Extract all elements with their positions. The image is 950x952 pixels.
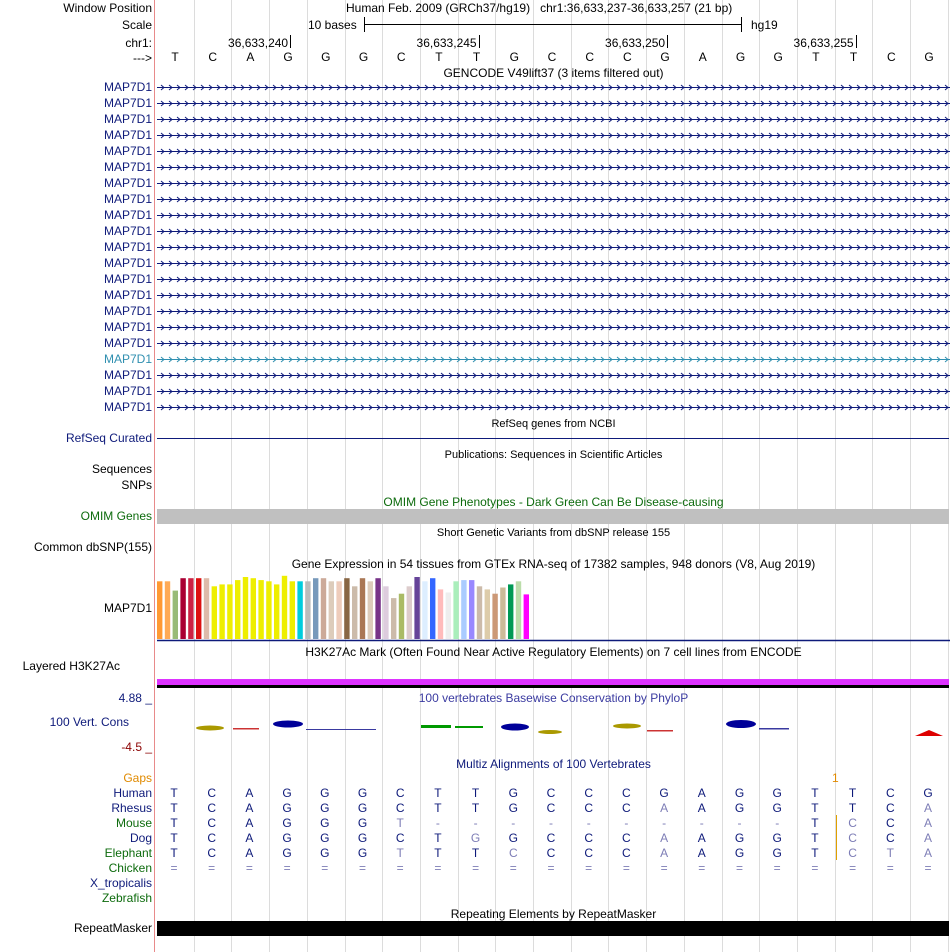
alignment-base: G — [282, 801, 292, 815]
species-label[interactable]: X_tropicalis — [89, 876, 152, 890]
alignment-base: C — [546, 846, 556, 860]
alignment-base: C — [848, 831, 857, 845]
alignment-base: C — [848, 816, 857, 830]
h3k27ac-baseline — [157, 685, 949, 688]
alignment-base: C — [546, 801, 556, 815]
alignment-base: = — [208, 861, 216, 875]
phylop-glyph — [613, 724, 641, 729]
gencode-transcript-label[interactable]: MAP7D1 — [103, 144, 152, 158]
chrom-tick-mark — [479, 35, 480, 48]
alignment-base: = — [472, 861, 480, 875]
alignment-base: G — [734, 846, 745, 860]
assembly-title — [346, 1, 732, 15]
alignment-base: A — [660, 801, 669, 815]
phylop-glyph — [306, 729, 376, 730]
gtex-tissue-bar — [297, 581, 302, 639]
window-position-label: Window Position — [63, 1, 152, 15]
alignment-base: G — [470, 831, 481, 845]
species-label[interactable]: Chicken — [108, 861, 152, 875]
gencode-transcript-label[interactable]: MAP7D1 — [103, 336, 152, 350]
sequence-base: G — [358, 50, 369, 64]
phylop-glyph — [726, 720, 756, 728]
gtex-tissue-bar — [383, 586, 388, 639]
alignment-base: T — [170, 786, 178, 800]
gencode-transcript-label[interactable]: MAP7D1 — [103, 208, 152, 222]
gtex-tissue-bar — [204, 578, 209, 639]
alignment-base: = — [547, 861, 555, 875]
gencode-transcript-label[interactable]: MAP7D1 — [103, 96, 152, 110]
gencode-transcript-label[interactable]: MAP7D1 — [103, 192, 152, 206]
alignment-base: C — [885, 786, 895, 800]
gencode-transcript-label[interactable]: MAP7D1 — [103, 304, 152, 318]
gencode-track[interactable] — [157, 80, 950, 416]
alignment-base: G — [320, 786, 330, 800]
sequence-base: G — [924, 50, 934, 64]
alignment-base: A — [697, 831, 706, 845]
alignment-base: G — [508, 831, 518, 845]
alignment-base: G — [659, 786, 669, 800]
gencode-transcript-label[interactable]: MAP7D1 — [103, 240, 152, 254]
species-label[interactable]: Zebrafish — [101, 891, 152, 905]
gtex-tissue-bar — [453, 581, 458, 639]
alignment-base: G — [357, 816, 368, 830]
assembly-name: Human Feb. 2009 (GRCh37/hg19) — [346, 1, 531, 15]
sequence-base: C — [208, 50, 218, 64]
alignment-base: T — [471, 846, 480, 860]
gencode-transcript-label[interactable]: MAP7D1 — [103, 272, 152, 286]
species-label[interactable]: Dog — [129, 831, 152, 845]
gtex-tissue-bar — [375, 578, 380, 639]
multiz-title: Multiz Alignments of 100 Vertebrates — [456, 757, 651, 771]
alignment-base: = — [283, 861, 291, 875]
gtex-tissue-bar — [290, 581, 295, 639]
alignment-base: - — [473, 816, 478, 830]
alignment-base: G — [508, 801, 518, 815]
repeatmasker-title: Repeating Elements by RepeatMasker — [450, 907, 657, 921]
phylop-title: 100 vertebrates Basewise Conservation by PhyloP — [418, 691, 689, 705]
alignment-base: G — [282, 831, 292, 845]
sequence-base: T — [472, 50, 481, 64]
gap-marker: 1 — [832, 771, 839, 785]
alignment-base: = — [773, 861, 781, 875]
repeatmasker-label[interactable]: RepeatMasker — [73, 921, 152, 935]
phylop-glyph — [501, 724, 529, 731]
alignment-base: C — [584, 846, 594, 860]
chrom-label: chr1: — [125, 36, 152, 50]
alignment-base: T — [170, 801, 178, 815]
alignment-base: T — [434, 831, 442, 845]
gtex-tissue-bar — [477, 586, 482, 639]
phylop-label[interactable]: 100 Vert. Cons — [49, 715, 129, 729]
phylop-glyph — [759, 728, 789, 730]
gtex-tissue-bar — [313, 578, 318, 639]
chrom-tick-label: 36,633,245 — [416, 36, 477, 50]
gtex-tissue-bar — [243, 577, 248, 639]
gtex-tissue-bar — [524, 594, 529, 639]
alignment-base: C — [207, 816, 217, 830]
sequence-base: G — [321, 50, 331, 64]
publications-title: Publications: Sequences in Scientific Articles — [444, 449, 663, 461]
alignment-base: A — [697, 786, 706, 800]
alignment-base: A — [660, 846, 669, 860]
gtex-tissue-bar — [266, 581, 271, 639]
alignment-base: - — [699, 816, 704, 830]
alignment-base: - — [511, 816, 516, 830]
alignment-base: A — [245, 801, 254, 815]
alignment-base: = — [321, 861, 329, 875]
dbsnp-title: Short Genetic Variants from dbSNP release 155 — [436, 527, 671, 539]
alignment-base: G — [320, 801, 330, 815]
phylop-glyph — [196, 726, 224, 731]
alignment-base: T — [886, 846, 894, 860]
h3k27ac-label[interactable]: Layered H3K27Ac — [22, 659, 120, 673]
alignment-base: - — [549, 816, 553, 830]
sequence-base: C — [585, 50, 595, 64]
gencode-transcript-label[interactable]: MAP7D1 — [103, 80, 152, 94]
alignment-base: = — [849, 861, 857, 875]
alignment-base: C — [622, 786, 631, 800]
sequence-base: G — [660, 50, 670, 64]
alignment-base: C — [885, 816, 895, 830]
alignment-base: - — [775, 816, 780, 830]
gtex-tissue-bar — [516, 581, 521, 639]
gtex-tissue-bar — [321, 578, 326, 639]
scale-label: Scale — [121, 18, 152, 32]
gtex-label[interactable]: MAP7D1 — [103, 601, 152, 615]
sequence-base: T — [812, 50, 820, 64]
alignment-base: = — [245, 861, 253, 875]
sequence-base: A — [698, 50, 707, 64]
alignment-base: T — [811, 846, 819, 860]
alignment-base: A — [923, 801, 932, 815]
sequence-base: G — [283, 50, 293, 64]
alignment-base: T — [396, 816, 404, 830]
gaps-label: Gaps — [123, 771, 152, 785]
alignment-base: G — [320, 816, 330, 830]
gencode-transcript-label[interactable]: MAP7D1 — [103, 288, 152, 302]
species-label[interactable]: Human — [113, 786, 152, 800]
repeatmasker-block[interactable] — [157, 921, 949, 936]
chrom-tick-label: 36,633,250 — [605, 36, 666, 50]
gtex-tissue-bar — [305, 581, 310, 639]
gtex-tissue-bar — [508, 584, 513, 639]
alignment-base: = — [585, 861, 593, 875]
gtex-tissue-bar — [157, 581, 162, 639]
gtex-tissue-bar — [414, 577, 419, 639]
gtex-tissue-bar — [485, 589, 490, 639]
gtex-tissue-bar — [336, 581, 341, 639]
alignment-base: T — [396, 846, 404, 860]
sequence-base: C — [396, 50, 406, 64]
sequence-base: G — [509, 50, 519, 64]
strand-label: ---> — [133, 51, 152, 65]
alignment-base: = — [735, 861, 743, 875]
gencode-transcript-label[interactable]: MAP7D1 — [103, 368, 152, 382]
alignment-base: A — [245, 831, 254, 845]
alignment-base: T — [811, 801, 819, 815]
gtex-tissue-bar — [180, 578, 185, 639]
alignment-base: T — [811, 786, 819, 800]
gtex-tissue-bar — [352, 586, 357, 639]
alignment-base: C — [546, 786, 556, 800]
alignment-base: A — [697, 846, 706, 860]
refseq-label[interactable]: RefSeq Curated — [65, 431, 152, 445]
alignment-base: C — [622, 831, 631, 845]
gtex-title: Gene Expression in 54 tissues from GTEx RNA-seq of 17382 samples, 948 donors (V8, Aug 2019) — [291, 557, 816, 571]
alignment-base: - — [737, 816, 742, 830]
alignment-base: = — [924, 861, 932, 875]
alignment-base: T — [434, 846, 442, 860]
species-label[interactable]: Elephant — [104, 846, 152, 860]
gtex-tissue-bar — [446, 593, 451, 640]
sequence-base: A — [246, 50, 255, 64]
alignment-base: C — [848, 846, 857, 860]
sequence-base: G — [773, 50, 783, 64]
gencode-transcript-label[interactable]: MAP7D1 — [103, 256, 152, 270]
omim-title: OMIM Gene Phenotypes - Dark Green Can Be Disease-causing — [383, 495, 724, 509]
alignment-base: G — [772, 831, 782, 845]
alignment-base: G — [923, 786, 933, 800]
alignment-base: C — [885, 801, 895, 815]
alignment-base: C — [207, 831, 217, 845]
snps-label[interactable]: SNPs — [121, 478, 152, 492]
gencode-transcript-label[interactable]: MAP7D1 — [103, 400, 152, 414]
h3k27ac-title: H3K27Ac Mark (Often Found Near Active Regulatory Elements) on 7 cell lines from ENCODE — [305, 645, 802, 659]
alignment-base: G — [508, 786, 518, 800]
phylop-glyph — [273, 721, 303, 728]
alignment-base: G — [282, 846, 292, 860]
alignment-base: = — [509, 861, 517, 875]
chrom-tick-mark — [856, 35, 857, 48]
species-label[interactable]: Rhesus — [111, 801, 152, 815]
gencode-transcript-label[interactable]: MAP7D1 — [103, 224, 152, 238]
alignment-base: T — [848, 786, 857, 800]
gtex-tissue-bar — [188, 578, 193, 639]
alignment-base: = — [660, 861, 668, 875]
alignment-base: = — [622, 861, 630, 875]
gtex-tissue-bar — [438, 589, 443, 639]
alignment-base: C — [395, 831, 405, 845]
species-label[interactable]: Mouse — [115, 816, 152, 830]
scale-bar-start-tick — [364, 17, 365, 32]
alignment-base: G — [734, 786, 745, 800]
gtex-tissue-bar — [492, 594, 497, 639]
alignment-base: A — [660, 831, 669, 845]
gencode-transcript-label[interactable]: MAP7D1 — [103, 320, 152, 334]
gtex-tissue-bar — [274, 584, 279, 639]
gtex-tissue-bar — [500, 588, 505, 640]
gtex-tissue-bar — [282, 576, 287, 639]
alignment-base: - — [662, 816, 667, 830]
alignment-base: = — [886, 861, 894, 875]
gencode-transcript-label[interactable]: MAP7D1 — [103, 160, 152, 174]
gtex-tissue-bar — [212, 586, 217, 639]
gtex-tissue-bar — [469, 580, 474, 639]
phylop-min-label: -4.5 _ — [121, 740, 152, 754]
alignment-base: T — [170, 816, 178, 830]
gtex-tissue-bar — [430, 578, 435, 639]
chrom-tick-mark — [667, 35, 668, 48]
phylop-glyph — [647, 730, 673, 732]
alignment-base: C — [622, 846, 631, 860]
phylop-glyph — [421, 725, 451, 728]
alignment-base: C — [395, 786, 405, 800]
gtex-tissue-bar — [461, 580, 466, 639]
alignment-base: = — [434, 861, 442, 875]
omim-gene-bar[interactable] — [157, 509, 949, 524]
alignment-base: C — [207, 846, 217, 860]
alignment-base: C — [584, 801, 594, 815]
phylop-glyph — [915, 730, 943, 736]
alignment-base: G — [320, 831, 330, 845]
window-position: chr1:36,633,237-36,633,257 (21 bp) — [540, 1, 733, 15]
gtex-tissue-bar — [399, 594, 404, 639]
gtex-tissue-bar — [219, 584, 224, 639]
alignment-base: C — [885, 831, 895, 845]
phylop-glyph — [233, 728, 259, 730]
alignment-base: = — [170, 861, 178, 875]
phylop-logo[interactable] — [157, 712, 950, 742]
omim-label[interactable]: OMIM Genes — [80, 509, 152, 523]
gencode-transcript-label[interactable]: MAP7D1 — [103, 112, 152, 126]
alignment-base: C — [207, 801, 217, 815]
alignment-base: - — [624, 816, 629, 830]
gencode-transcript-label[interactable]: MAP7D1 — [103, 176, 152, 190]
alignment-base: A — [923, 846, 932, 860]
alignment-base: G — [772, 846, 782, 860]
alignment-base: G — [357, 831, 368, 845]
alignment-base: G — [357, 801, 368, 815]
gencode-transcript-label[interactable]: MAP7D1 — [103, 128, 152, 142]
alignment-base: T — [848, 801, 857, 815]
gtex-tissue-bar — [344, 578, 349, 639]
alignment-base: T — [471, 801, 480, 815]
scale-bar-end-tick — [741, 17, 742, 32]
scale-bar — [365, 24, 741, 25]
sequence-base: C — [623, 50, 632, 64]
gtex-tissue-bar — [196, 578, 201, 639]
alignment-base: = — [358, 861, 366, 875]
sequence-base: C — [547, 50, 557, 64]
gtex-tissue-bar — [368, 581, 373, 639]
gtex-tissue-bar — [422, 581, 427, 639]
alignment-base: T — [471, 786, 480, 800]
track-label-column — [0, 0, 156, 952]
gtex-tissue-bar — [360, 578, 365, 639]
alignment-base: A — [245, 816, 254, 830]
alignment-base: C — [546, 831, 556, 845]
alignment-base: G — [282, 816, 292, 830]
gtex-tissue-bar — [173, 591, 178, 639]
alignment-base: G — [772, 786, 782, 800]
alignment-base: A — [245, 846, 254, 860]
gencode-transcript-label[interactable]: MAP7D1 — [103, 352, 152, 366]
alignment-base: G — [320, 846, 330, 860]
alignment-base: A — [923, 831, 932, 845]
alignment-base: C — [584, 831, 594, 845]
alignment-base: G — [734, 801, 745, 815]
refseq-transcript[interactable] — [157, 438, 949, 439]
sequence-base: G — [735, 50, 746, 64]
gtex-tissue-bar — [235, 580, 240, 639]
alignment-base: - — [586, 816, 591, 830]
sequence-base: T — [849, 50, 858, 64]
alignment-base: T — [811, 816, 819, 830]
gtex-tissue-bar — [258, 580, 263, 639]
gtex-tissue-bar — [251, 578, 256, 639]
gtex-tissue-bar — [329, 581, 334, 639]
alignment-base: C — [207, 786, 217, 800]
chrom-tick-mark — [290, 35, 291, 48]
sequence-base: C — [886, 50, 896, 64]
alignment-base: = — [396, 861, 404, 875]
alignment-base: T — [170, 831, 178, 845]
alignment-base: G — [734, 831, 745, 845]
phylop-max-label: 4.88 _ — [118, 691, 152, 705]
alignment-base: - — [435, 816, 440, 830]
gtex-tissue-bar — [407, 586, 412, 639]
alignment-base: G — [357, 846, 368, 860]
alignment-base: T — [434, 801, 442, 815]
phylop-glyph — [455, 726, 483, 728]
label-divider — [154, 0, 155, 952]
publications-label[interactable]: Sequences — [91, 462, 152, 476]
gtex-tissue-bar — [165, 581, 170, 639]
alignment-base: C — [508, 846, 518, 860]
alignment-base: T — [170, 846, 178, 860]
alignment-base: = — [698, 861, 706, 875]
gencode-transcript-label[interactable]: MAP7D1 — [103, 384, 152, 398]
alignment-base: C — [584, 786, 594, 800]
refseq-title: RefSeq genes from NCBI — [491, 418, 616, 430]
gtex-tissue-bar — [227, 584, 232, 639]
chrom-tick-label: 36,633,240 — [228, 36, 289, 50]
dbsnp-label[interactable]: Common dbSNP(155) — [33, 540, 152, 554]
scale-bar-label: 10 bases — [308, 18, 357, 32]
sequence-base: T — [171, 50, 179, 64]
alignment-base: C — [622, 801, 631, 815]
gtex-bar-chart[interactable] — [157, 570, 950, 642]
alignment-base: T — [434, 786, 442, 800]
alignment-base: = — [811, 861, 819, 875]
alignment-base: T — [811, 831, 819, 845]
sequence-base: T — [435, 50, 443, 64]
chrom-tick-label: 36,633,255 — [793, 36, 854, 50]
alignment-base: G — [357, 786, 368, 800]
alignment-base: G — [772, 801, 782, 815]
alignment-base: A — [245, 786, 254, 800]
gencode-title[interactable]: GENCODE V49lift37 (3 items filtered out) — [443, 66, 664, 80]
alignment-base: G — [282, 786, 292, 800]
scale-db-label: hg19 — [751, 18, 778, 32]
alignment-base: A — [697, 801, 706, 815]
phylop-glyph — [538, 730, 562, 734]
alignment-base: A — [923, 816, 932, 830]
gtex-tissue-bar — [391, 598, 396, 639]
alignment-base: C — [395, 801, 405, 815]
gap-bar — [836, 815, 837, 860]
